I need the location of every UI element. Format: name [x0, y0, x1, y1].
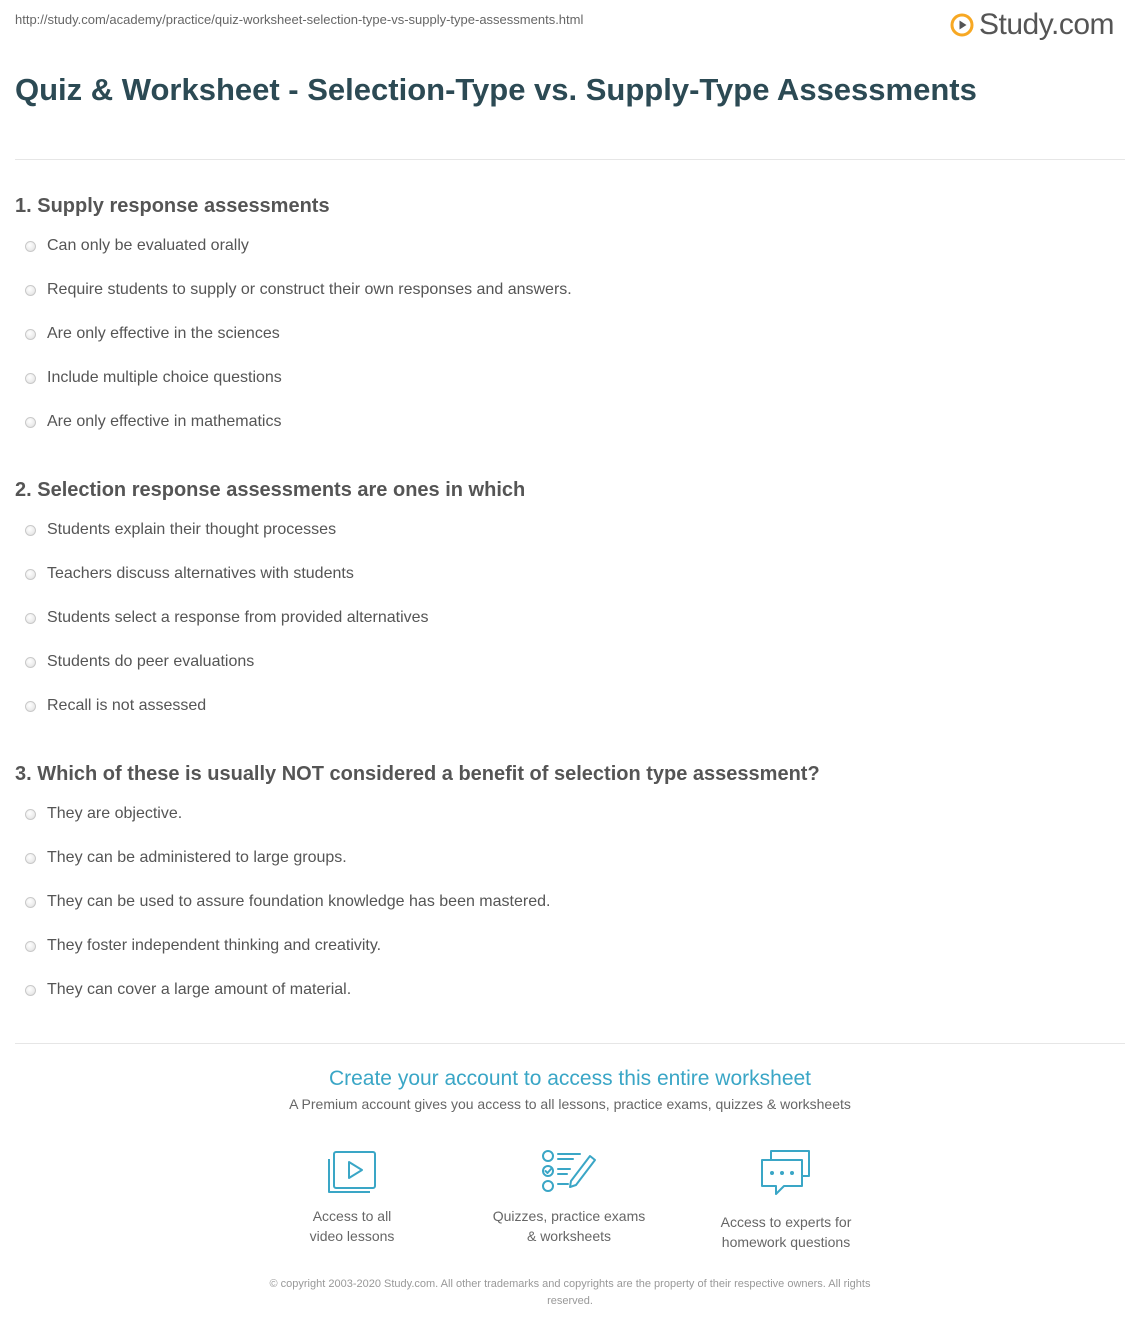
radio-button[interactable] — [25, 373, 36, 384]
answer-text: Recall is not assessed — [47, 697, 207, 714]
answer-list — [15, 805, 1115, 1025]
radio-button[interactable] — [25, 417, 36, 428]
cta-divider — [15, 1043, 1125, 1044]
answer-option[interactable] — [15, 981, 1115, 1025]
radio-button[interactable] — [25, 285, 36, 296]
answer-text: Teachers discuss alternatives with students — [47, 565, 354, 582]
answer-option[interactable] — [15, 697, 1115, 741]
answer-text: Require students to supply or construct their own responses and answers. — [47, 281, 572, 298]
page-header — [0, 0, 1140, 50]
play-circle-icon — [950, 13, 974, 37]
answer-text: Students explain their thought processes — [47, 521, 337, 538]
question-text: 3. Which of these is usually NOT considered a benefit of selection type assessment? — [15, 763, 820, 785]
answer-option[interactable] — [15, 325, 1115, 369]
answer-option[interactable] — [15, 521, 1115, 565]
cta-title-link[interactable]: Create your account to access this entire worksheet — [328, 1067, 812, 1090]
answer-text: Are only effective in mathematics — [47, 413, 282, 430]
quiz-checklist-icon — [540, 1148, 598, 1194]
feature-video-lessons — [252, 1148, 452, 1246]
cta-subtitle: A Premium account gives you access to all lessons, practice exams, quizzes & worksheets — [289, 1096, 851, 1112]
radio-button[interactable] — [25, 897, 36, 908]
answer-option[interactable] — [15, 281, 1115, 325]
answer-option[interactable] — [15, 609, 1115, 653]
answer-text: They can cover a large amount of material. — [47, 981, 352, 998]
answer-text: They can be administered to large groups. — [47, 849, 347, 866]
answer-option[interactable] — [15, 369, 1115, 413]
video-lesson-icon — [325, 1148, 379, 1194]
question-1 — [15, 194, 1115, 457]
answer-text: Students select a response from provided alternatives — [47, 609, 429, 626]
page-title: Quiz & Worksheet - Selection-Type vs. Supply-Type Assessments — [15, 72, 977, 107]
question-text: 1. Supply response assessments — [15, 195, 330, 217]
answer-text: They foster independent thinking and creativity. — [47, 937, 382, 954]
feature-label: Quizzes, practice exams & worksheets — [492, 1208, 646, 1244]
radio-button[interactable] — [25, 657, 36, 668]
radio-button[interactable] — [25, 701, 36, 712]
logo-text: Study.com — [979, 8, 1114, 41]
answer-text: Students do peer evaluations — [47, 653, 255, 670]
answer-option[interactable] — [15, 653, 1115, 697]
radio-button[interactable] — [25, 809, 36, 820]
answer-option[interactable] — [15, 849, 1115, 893]
answer-text: Include multiple choice questions — [47, 369, 282, 386]
feature-label: Access to all video lessons — [309, 1208, 395, 1244]
study-logo[interactable] — [950, 8, 1114, 42]
radio-button[interactable] — [25, 985, 36, 996]
answer-option[interactable] — [15, 413, 1115, 457]
radio-button[interactable] — [25, 525, 36, 536]
answer-option[interactable] — [15, 805, 1115, 849]
answer-option[interactable] — [15, 937, 1115, 981]
feature-quizzes — [469, 1148, 669, 1246]
radio-button[interactable] — [25, 613, 36, 624]
radio-button[interactable] — [25, 569, 36, 580]
feature-label: Access to experts for homework questions — [720, 1214, 852, 1250]
answer-option[interactable] — [15, 565, 1115, 609]
answer-text: They can be used to assure foundation knowledge has been mastered. — [47, 893, 551, 910]
question-3 — [15, 762, 1115, 1025]
radio-button[interactable] — [25, 241, 36, 252]
radio-button[interactable] — [25, 853, 36, 864]
radio-button[interactable] — [25, 941, 36, 952]
answer-list — [15, 521, 1115, 741]
page-url: http://study.com/academy/practice/quiz-worksheet-selection-type-vs-supply-type-assessments.html — [15, 12, 584, 27]
title-divider — [15, 159, 1125, 160]
expert-chat-icon — [754, 1148, 818, 1200]
answer-option[interactable] — [15, 237, 1115, 281]
answer-option[interactable] — [15, 893, 1115, 937]
radio-button[interactable] — [25, 329, 36, 340]
signup-cta — [0, 1066, 1140, 1112]
copyright-footer: © copyright 2003-2020 Study.com. All other trademarks and copyrights are the property of their respective owners. All rights reserved. — [269, 1278, 871, 1307]
answer-text: Can only be evaluated orally — [47, 237, 249, 254]
feature-experts — [686, 1148, 886, 1252]
answer-text: They are objective. — [47, 805, 183, 822]
answer-text: Are only effective in the sciences — [47, 325, 280, 342]
answer-list — [15, 237, 1115, 457]
question-text: 2. Selection response assessments are ones in which — [15, 479, 526, 501]
question-2 — [15, 478, 1115, 741]
